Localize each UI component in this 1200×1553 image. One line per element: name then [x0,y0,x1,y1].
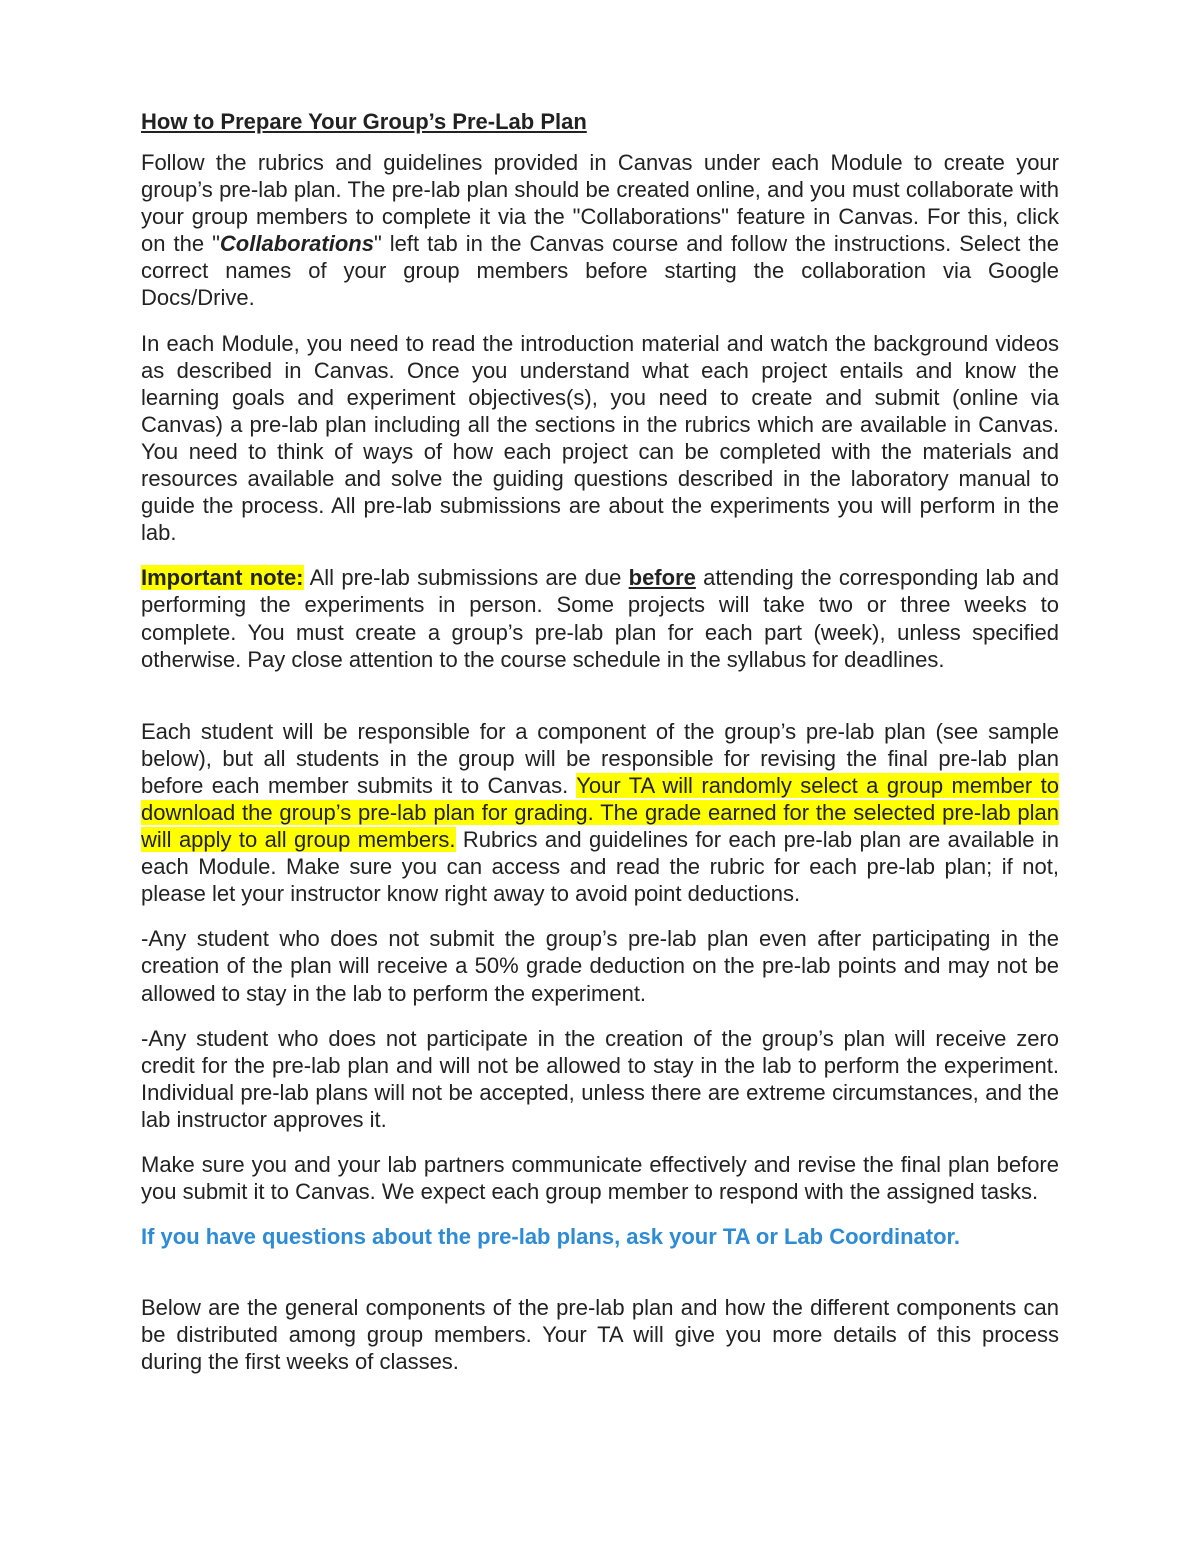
paragraph-no-submit-penalty: -Any student who does not submit the group’s pre-lab plan even after participating in the creation of the plan will receive a 50% grade deduction on the pre-lab points and may not be allowed to stay in the lab to perform the experiment. [141,926,1059,1006]
paragraph-communication: Make sure you and your lab partners communicate effectively and revise the final plan before you submit it to Canvas. We expect each group member to respond with the assigned tasks. [141,1152,1059,1205]
paragraph-collaborations [141,149,1059,312]
collaborations-emphasis: Collaborations [219,231,374,257]
paragraph-text: Each student will be responsible for a component of the group’s pre-lab plan (see sample below), but all students in the group will be responsible for revising the final pre-lab plan before each member submits it to Canvas. [141,718,1059,798]
paragraph-no-participation-penalty: -Any student who does not participate in the creation of the group’s plan will receive zero credit for the pre-lab plan and will not be allowed to stay in the lab to perform the experiment. Individual pre-lab plans will not be accepted, unless there are extreme circumstances, and the lab instructor approves it. [141,1025,1059,1132]
before-emphasis: before [628,565,696,591]
paragraph-text: Follow the rubrics and guidelines provided in Canvas under each Module to create your group’s pre-lab plan. The pre-lab plan should be created online, and you must collaborate with your group members to complete it via the "Collaborations" feature in Canvas. For this, click on the " [141,150,1059,257]
important-note-label: Important note: [141,565,304,591]
paragraph-important-note [141,564,1059,672]
document-page [141,108,1059,1394]
paragraph-responsibilities [141,718,1059,908]
paragraph-module-instructions: In each Module, you need to read the introduction material and watch the background videos as described in Canvas. Once you understand what each project entails and know the learning goals and experiment objectives(s), you need to create and submit (online via Canvas) a pre-lab plan including all the sections in the rubrics which are available in Canvas. You need to think of ways of how each project can be completed with the materials and resources available and solve the guiding questions described in the laboratory manual to guide the process. All pre-lab submissions are about the experiments you will perform in the lab. [141,330,1059,546]
grading-highlight: Your TA will randomly select a group member to download the group’s pre-lab plan for grading. The grade earned for the selected pre-lab plan will apply to all group members. [141,772,1059,853]
paragraph-text: All pre-lab submissions are due [303,565,629,591]
document-title: How to Prepare Your Group’s Pre-Lab Plan [141,109,587,134]
paragraph-text: Rubrics and guidelines for each pre-lab plan are available in each Module. Make sure you can access and read the rubric for each pre-lab plan; if not, please let your instructor know right away to avoid point deductions. [141,827,1059,907]
paragraph-text: " left tab in the Canvas course and follow the instructions. Select the correct names of your group members before starting the collaboration via Google Docs/Drive. [141,231,1059,311]
questions-note: If you have questions about the pre-lab plans, ask your TA or Lab Coordinator. [141,1224,960,1250]
paragraph-components-intro: Below are the general components of the pre-lab plan and how the different components can be distributed among group members. Your TA will give you more details of this process during the first weeks of classes. [141,1295,1059,1375]
paragraph-text: attending the corresponding lab and performing the experiments in person. Some projects will take two or three weeks to complete. You must create a group’s pre-lab plan for each part (week), unless specified otherwise. Pay close attention to the course schedule in the syllabus for deadlines. [141,565,1060,672]
